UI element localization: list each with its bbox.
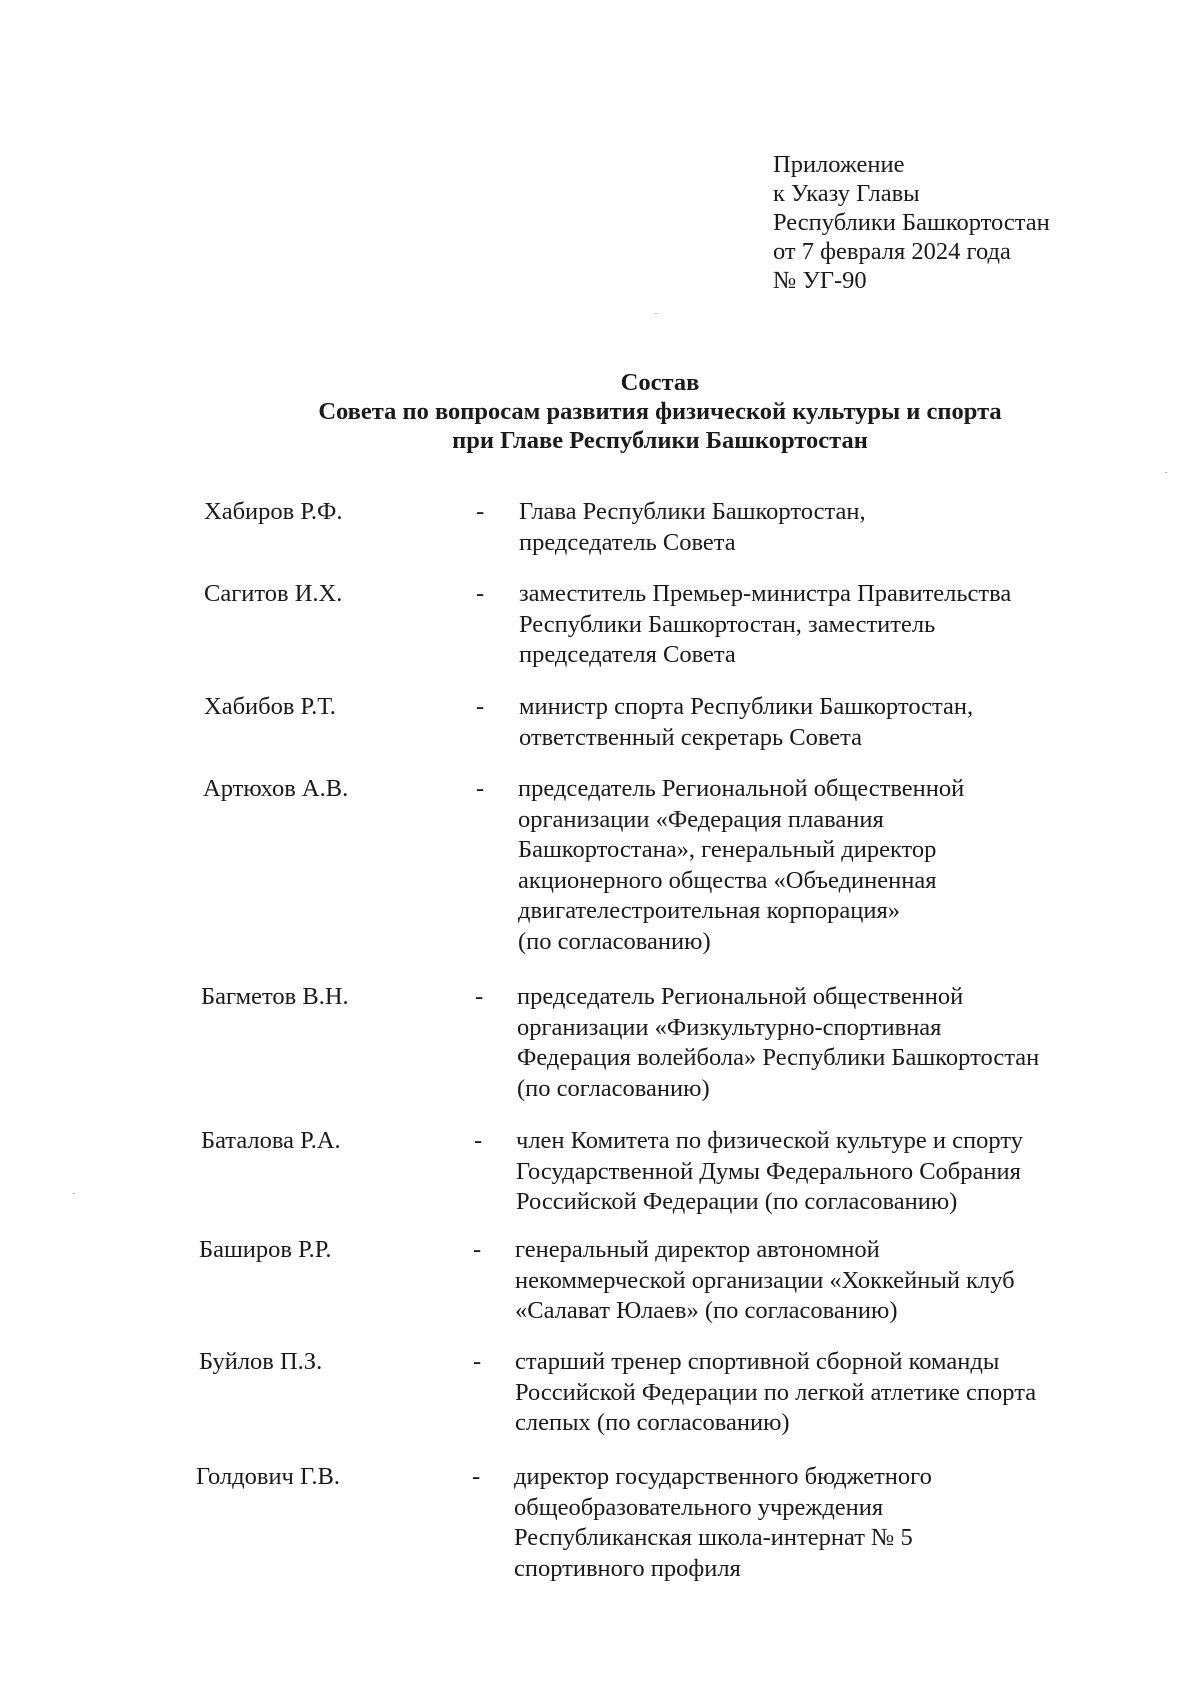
role-line: заместитель Премьер-министра Правительства — [519, 580, 1012, 607]
member-separator: - — [476, 775, 485, 802]
role-line: (по согласованию) — [517, 1074, 710, 1102]
member-name: Баталова Р.А. — [201, 1127, 341, 1154]
member-name: Голдович Г.В. — [196, 1463, 340, 1490]
role-line: Государственной Думы Федерального Собрания — [516, 1157, 1021, 1185]
role-line: старший тренер спортивной сборной команды — [515, 1348, 1000, 1375]
title-line: Совета по вопросам развития физической культуры и спорта — [318, 398, 1002, 425]
role-line: Федерация волейбола» Республики Башкортостан — [517, 1044, 1040, 1071]
role-line: председатель Совета — [519, 528, 736, 556]
member-separator: - — [476, 498, 485, 525]
scan-speck — [1165, 472, 1167, 473]
appendix-line: Республики Башкортостан — [773, 209, 1050, 236]
member-role — [519, 692, 973, 753]
member-role — [519, 579, 1011, 671]
role-line: член Комитета по физической культуре и спорту — [516, 1127, 1023, 1154]
role-line: (по согласованию) — [518, 927, 711, 955]
member-role — [519, 497, 866, 558]
member-separator: - — [473, 1348, 482, 1375]
member-name: Багметов В.Н. — [201, 983, 349, 1010]
member-separator: - — [473, 1236, 482, 1263]
role-line: двигателестроительная корпорация» — [518, 897, 900, 924]
appendix-line: от 7 февраля 2024 года — [773, 238, 1011, 265]
role-line: председателя Совета — [519, 641, 736, 668]
member-separator: - — [475, 983, 484, 1010]
role-line: слепых (по согласованию) — [515, 1409, 790, 1436]
role-line: Башкортостана», генеральный директор — [518, 836, 937, 863]
scan-speck — [655, 313, 657, 314]
member-separator: - — [474, 1127, 483, 1154]
role-line: генеральный директор автономной — [515, 1236, 880, 1263]
role-line: председатель Региональной общественной — [517, 983, 964, 1010]
title-line: при Главе Республики Башкортостан — [452, 427, 868, 454]
role-line: Российской Федерации по легкой атлетике спорта — [515, 1378, 1037, 1406]
appendix-line: Приложение — [773, 151, 905, 178]
member-role — [515, 1235, 1015, 1327]
member-role — [518, 774, 964, 957]
member-separator: - — [476, 693, 485, 720]
role-line: спортивного профиля — [514, 1554, 741, 1582]
role-line: председатель Региональной общественной — [518, 775, 965, 802]
member-name: Артюхов А.В. — [203, 775, 349, 802]
member-name: Баширов Р.Р. — [199, 1236, 332, 1263]
member-role — [515, 1347, 1036, 1439]
appendix-line: № УГ-90 — [773, 267, 867, 294]
member-name: Хабибов Р.Т. — [204, 693, 336, 720]
member-name: Сагитов И.Х. — [204, 580, 343, 607]
role-line: Глава Республики Башкортостан, — [519, 498, 866, 525]
member-role — [514, 1462, 932, 1584]
member-name: Хабиров Р.Ф. — [204, 498, 343, 525]
role-line: некоммерческой организации «Хоккейный клуб — [515, 1266, 1015, 1294]
role-line: общеобразовательного учреждения — [514, 1493, 884, 1521]
role-line: Республики Башкортостан, заместитель — [519, 610, 936, 638]
role-line: Республиканская школа-интернат № 5 — [514, 1524, 913, 1551]
role-line: министр спорта Республики Башкортостан, — [519, 693, 974, 720]
appendix-line: к Указу Главы — [773, 180, 920, 207]
role-line: организации «Федерация плавания — [518, 805, 884, 833]
member-role — [517, 982, 1039, 1104]
role-line: «Салават Юлаев» (по согласованию) — [515, 1297, 898, 1324]
role-line: акционерного общества «Объединенная — [518, 866, 937, 894]
role-line: ответственный секретарь Совета — [519, 723, 863, 751]
member-role — [516, 1126, 1023, 1218]
role-line: Российской Федерации (по согласованию) — [516, 1188, 958, 1215]
member-separator: - — [472, 1463, 481, 1490]
member-separator: - — [476, 580, 485, 607]
scan-speck — [73, 1193, 75, 1194]
role-line: директор государственного бюджетного — [514, 1463, 932, 1490]
member-name: Буйлов П.З. — [199, 1348, 323, 1375]
role-line: организации «Физкультурно-спортивная — [517, 1013, 942, 1041]
title-line: Состав — [620, 369, 700, 396]
